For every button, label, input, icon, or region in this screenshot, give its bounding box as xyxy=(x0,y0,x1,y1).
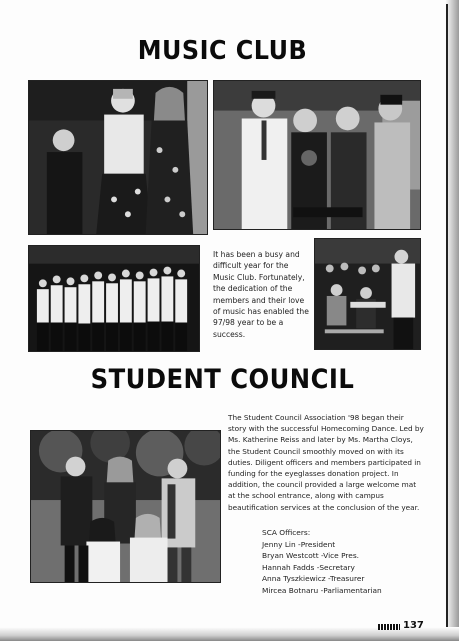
officers-title: SCA Officers: xyxy=(262,528,311,537)
officer-entry: Jenny Lin -President xyxy=(262,539,336,549)
music-club-heading: MUSIC CLUB xyxy=(137,36,308,66)
student-council-caption: The Student Council Association '98 began their story with the successful Homecoming Dance. Led by Ms. Katherine Reiss and later by Ms. Martha Cloys, the Student Council smoothly moved on with its duties. Diligent officers and members participated in funding for the eyeglasses donation project. In addition, the council provided a large welcome mat at the school entrance, along with campus beautification services at the conclusion of the year. xyxy=(228,413,424,512)
music-photo-boys xyxy=(213,80,421,230)
music-photo-orchestra xyxy=(314,238,421,350)
page-number: 137 xyxy=(403,620,424,631)
page-number-ornament xyxy=(378,624,400,630)
officer-entry: Hannah Fadds -Secretary xyxy=(262,562,355,572)
officer-entry: Bryan Westcott -Vice Pres. xyxy=(262,551,360,561)
page-edge-line xyxy=(446,4,448,634)
student-council-photo xyxy=(30,430,221,583)
music-photo-singers xyxy=(28,80,208,235)
music-photo-choir xyxy=(28,245,200,352)
student-council-heading: STUDENT COUNCIL xyxy=(90,364,355,395)
officer-entry: Anna Tyszkiewicz -Treasurer xyxy=(262,574,365,584)
officer-entry: Mircea Botnaru -Parliamentarian xyxy=(262,585,382,595)
officers-list xyxy=(262,527,422,597)
music-club-caption: It has been a busy and difficult year for the Music Club. Fortunately, the dedication of the members and their love of music has enabled the 97/98 year to be a success. xyxy=(213,250,309,339)
